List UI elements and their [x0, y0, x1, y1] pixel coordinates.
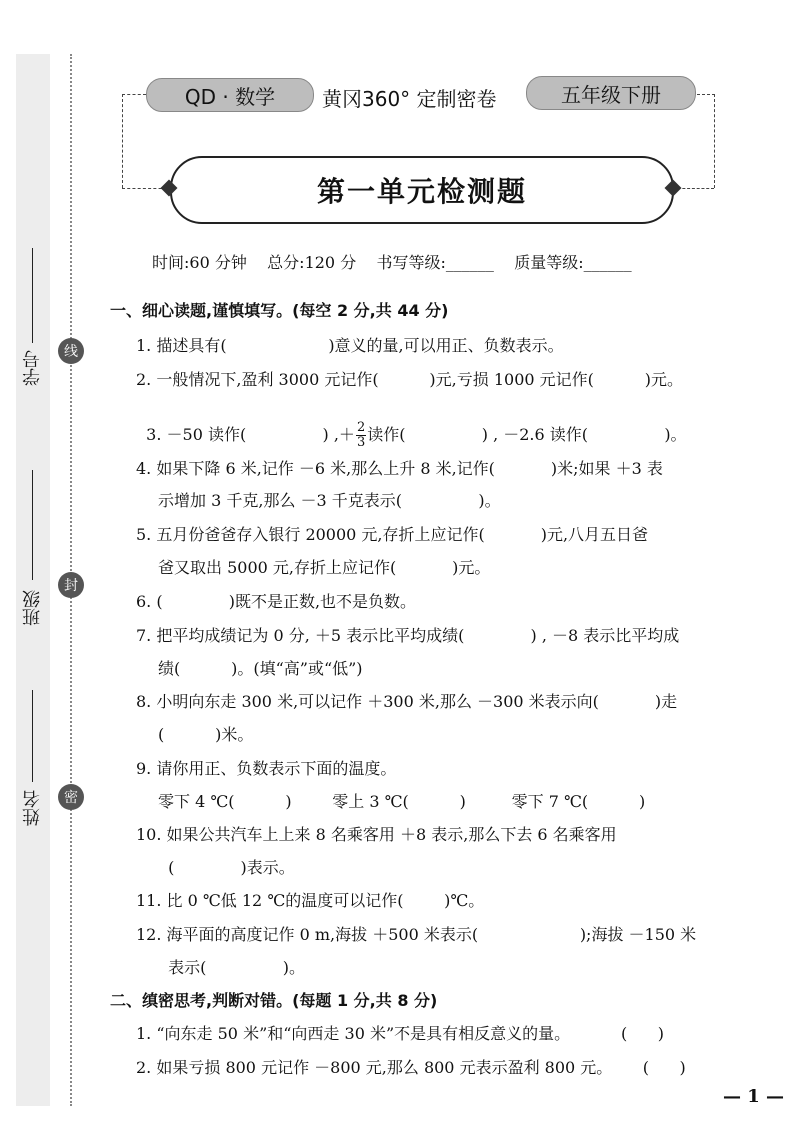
question-3 — [136, 402, 687, 450]
question-3-part-b: 读作( ) , －2.6 读作( )。 — [367, 425, 687, 444]
section1-title: 一、细心读题,谨慎填写。(每空 2 分,共 44 分) — [110, 301, 449, 320]
seal-secret-mark: 密 — [58, 784, 84, 810]
seal-line-mark: 线 — [58, 338, 84, 364]
question-9-temperatures: 零下 4 ℃( ) 零上 3 ℃( ) 零下 7 ℃( ) — [158, 792, 646, 811]
question-2: 2. 一般情况下,盈利 3000 元记作( )元,亏损 1000 元记作( )元。 — [136, 370, 683, 389]
exam-info-line: 时间:60 分钟 总分:120 分 书写等级:______ 质量等级:______ — [152, 253, 632, 272]
name-label: 姓名 — [22, 790, 43, 826]
question-8-line1: 8. 小明向东走 300 米,可以记作 ＋300 米,那么 －300 米表示向( )走 — [136, 692, 678, 711]
fraction-numerator: 2 — [356, 420, 366, 435]
question-4-line2: 示增加 3 千克,那么 －3 千克表示( )。 — [158, 491, 501, 510]
question-9: 9. 请你用正、负数表示下面的温度。 — [136, 759, 397, 778]
question-3-part-a: 3. －50 读作( ) , — [146, 425, 339, 444]
question-1: 1. 描述具有( )意义的量,可以用正、负数表示。 — [136, 336, 564, 355]
header-dash-right-vert — [714, 94, 715, 188]
header-dash-left-vert — [122, 94, 123, 188]
question-3-sign: ＋ — [338, 425, 355, 444]
grade-pill: 五年级下册 — [526, 76, 696, 110]
seal-seal-mark: 封 — [58, 572, 84, 598]
question-11: 11. 比 0 ℃低 12 ℃的温度可以记作( )℃。 — [136, 891, 485, 910]
page-title: 第一单元检测题 — [170, 156, 674, 224]
class-label: 班级 — [22, 590, 43, 626]
question-4-line1: 4. 如果下降 6 米,记作 －6 米,那么上升 8 米,记作( )米;如果 ＋3 表 — [136, 459, 663, 478]
fraction-two-thirds — [356, 421, 366, 450]
judge-question-1: 1. “向东走 50 米”和“向西走 30 米”不是具有相反意义的量。 ( ) — [136, 1024, 664, 1043]
question-6: 6. ( )既不是正数,也不是负数。 — [136, 592, 417, 611]
binding-strip — [16, 54, 50, 1106]
question-10-line2: ( )表示。 — [158, 858, 295, 877]
student-no-label: 学号 — [22, 350, 43, 386]
header-dash-left-top — [122, 94, 146, 95]
question-7-line1: 7. 把平均成绩记为 0 分, ＋5 表示比平均成绩( ) , －8 表示比平均成 — [136, 626, 680, 645]
brand-text: 黄冈360° 定制密卷 — [322, 87, 497, 111]
question-5-line2: 爸又取出 5000 元,存折上应记作( )元。 — [158, 558, 491, 577]
question-7-line2: 绩( )。(填“高”或“低”) — [158, 659, 363, 678]
student-no-blank — [32, 248, 33, 343]
class-blank — [32, 470, 33, 580]
fraction-denominator: 3 — [356, 435, 366, 450]
question-8-line2: ( )米。 — [158, 725, 254, 744]
section2-title: 二、缜密思考,判断对错。(每题 1 分,共 8 分) — [110, 991, 438, 1010]
page-number: — 1 — — [722, 1086, 784, 1107]
subject-pill: QD · 数学 — [146, 78, 314, 112]
name-blank — [32, 690, 33, 782]
question-10-line1: 10. 如果公共汽车上上来 8 名乘客用 ＋8 表示,那么下去 6 名乘客用 — [136, 825, 617, 844]
question-5-line1: 5. 五月份爸爸存入银行 20000 元,存折上应记作( )元,八月五日爸 — [136, 525, 649, 544]
question-12-line1: 12. 海平面的高度记作 0 m,海拔 ＋500 米表示( );海拔 －150 米 — [136, 925, 697, 944]
judge-question-2: 2. 如果亏损 800 元记作 －800 元,那么 800 元表示盈利 800 元。 ( ) — [136, 1058, 686, 1077]
header-dash-right-top — [697, 94, 715, 95]
question-12-line2: 表示( )。 — [158, 958, 305, 977]
